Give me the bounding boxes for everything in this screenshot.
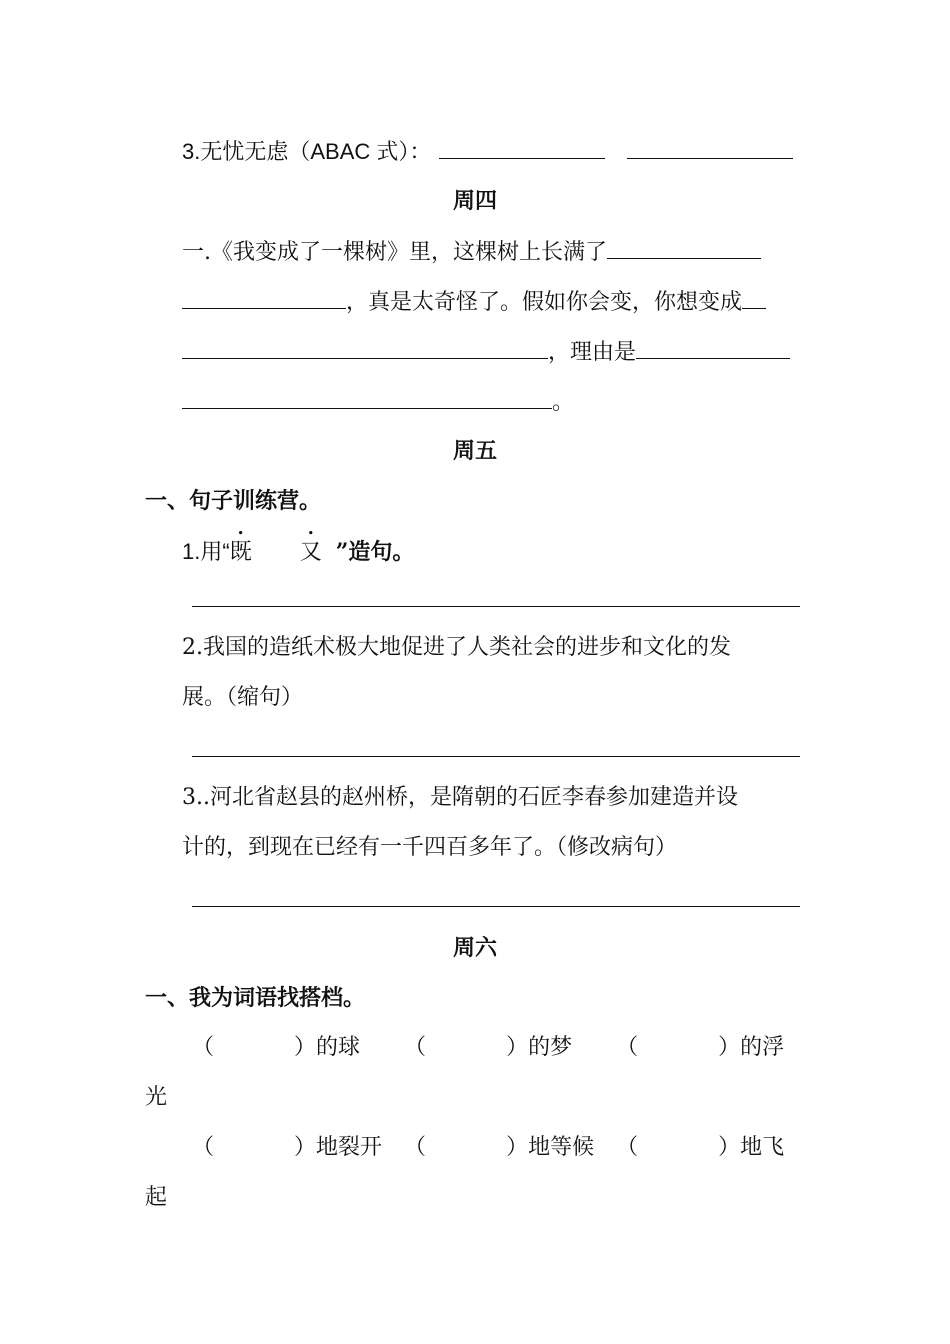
wed-item-3-text: 3.无忧无虑（ABAC 式）： xyxy=(182,139,432,164)
sat-word: 的浮 xyxy=(740,1035,785,1060)
fri-s2-line1: 2.我国的造纸术极大地促进了人类社会的进步和文化的发 xyxy=(182,635,731,660)
answer-line[interactable] xyxy=(192,756,800,757)
thu-q1-line1 xyxy=(182,236,761,268)
fri-s2-line2: 展。（缩句） xyxy=(182,685,304,710)
paren-blank[interactable]: （ xyxy=(192,1135,215,1160)
heading-friday: 周五 xyxy=(452,438,497,464)
sat-word: 地飞 xyxy=(740,1135,785,1160)
answer-line[interactable] xyxy=(627,136,793,159)
answer-line[interactable] xyxy=(182,286,346,309)
thu-q1-text-d: 。 xyxy=(552,390,575,415)
answer-line[interactable] xyxy=(192,906,800,907)
paren-blank[interactable]: （ xyxy=(404,1135,427,1160)
thu-q1-text-c: ，理由是 xyxy=(548,340,637,365)
paren-blank[interactable]: （ xyxy=(616,1035,639,1060)
thu-q1-line3 xyxy=(182,336,790,368)
paren-blank[interactable]: （ xyxy=(404,1035,427,1060)
fri-s3-line1: 3..河北省赵县的赵州桥，是隋朝的石匠李春参加建造并设 xyxy=(182,785,738,810)
answer-line[interactable] xyxy=(192,606,800,607)
heading-thursday: 周四 xyxy=(452,188,497,214)
fri-section-title: 一、句子训练营。 xyxy=(145,488,322,514)
sat-row-1-wrap: 光 xyxy=(145,1085,168,1110)
paren-blank[interactable]: （ xyxy=(616,1135,639,1160)
fri-s1-word-2: 又 xyxy=(299,540,322,565)
fri-s1 xyxy=(182,537,414,568)
wed-item-3 xyxy=(182,136,793,167)
heading-saturday: 周六 xyxy=(452,935,497,961)
fri-s1-word-1: 既 xyxy=(229,540,252,565)
sat-row-1: （ ）的球 （ ）的梦 （ ）的浮 xyxy=(192,1035,785,1060)
answer-line[interactable] xyxy=(742,286,766,309)
sat-word: 地等候 xyxy=(528,1135,595,1160)
thu-q1-line4 xyxy=(182,386,574,418)
answer-line[interactable] xyxy=(636,336,790,359)
answer-line[interactable] xyxy=(439,136,605,159)
thu-q1-text-a: 一.《我变成了一棵树》里，这棵树上长满了 xyxy=(182,240,607,265)
sat-row-2-wrap: 起 xyxy=(145,1185,168,1210)
fri-s3-line2: 计的，到现在已经有一千四百多年了。（修改病句） xyxy=(182,835,678,860)
sat-word: 地裂开 xyxy=(316,1135,383,1160)
thu-q1-text-b: ，真是太奇怪了。假如你会变，你想变成 xyxy=(346,290,743,315)
sat-section-title: 一、我为词语找搭档。 xyxy=(145,985,366,1011)
sat-word: 的梦 xyxy=(528,1035,573,1060)
sat-row-2: （ ）地裂开 （ ）地等候 （ ）地飞 xyxy=(192,1135,785,1160)
answer-line[interactable] xyxy=(182,386,552,409)
fri-s1-suffix: ”造句。 xyxy=(335,539,415,565)
thu-q1-line2 xyxy=(182,286,766,318)
answer-line[interactable] xyxy=(607,236,761,259)
sat-word: 的球 xyxy=(316,1035,361,1060)
paren-blank[interactable]: （ xyxy=(192,1035,215,1060)
answer-line[interactable] xyxy=(182,336,548,359)
fri-s1-prefix: 1.用“ xyxy=(182,539,230,564)
